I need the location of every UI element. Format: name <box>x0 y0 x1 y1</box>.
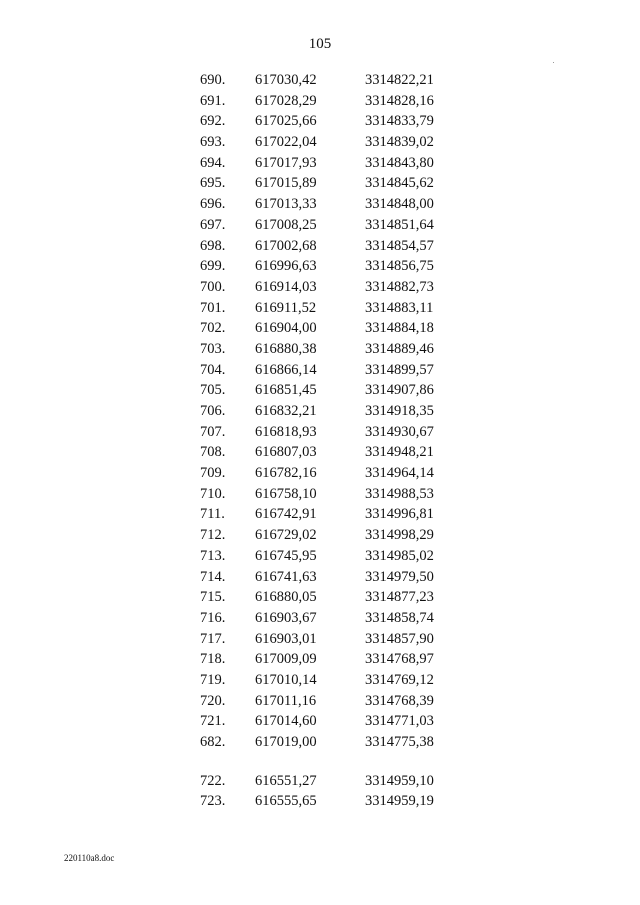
point-number: 718. <box>200 651 226 668</box>
coordinate-y: 3314843,80 <box>365 154 434 171</box>
table-row <box>200 173 485 194</box>
coordinate-x: 616880,05 <box>255 589 317 606</box>
table-row <box>200 215 485 236</box>
coordinate-y: 3314959,19 <box>365 793 434 810</box>
coordinate-x: 617030,42 <box>255 72 317 88</box>
coordinate-x: 616904,00 <box>255 320 317 337</box>
table-row <box>200 771 485 792</box>
coordinate-y: 3314979,50 <box>365 568 434 585</box>
table-row <box>200 587 485 608</box>
table-row <box>200 442 485 463</box>
coordinate-x: 616911,52 <box>255 299 317 316</box>
coordinate-x: 617015,89 <box>255 175 317 192</box>
coordinate-x: 616818,93 <box>255 423 317 440</box>
coordinate-x: 617013,33 <box>255 196 317 213</box>
coordinate-y: 3314845,62 <box>365 175 434 192</box>
point-number: 709. <box>200 465 226 482</box>
table-row <box>200 194 485 215</box>
scan-mark <box>553 62 554 63</box>
table-row <box>200 504 485 525</box>
coordinate-y: 3314769,12 <box>365 671 434 688</box>
coordinate-y: 3314848,00 <box>365 196 434 213</box>
point-number: 702. <box>200 320 226 337</box>
coordinate-y: 3314918,35 <box>365 403 434 419</box>
coordinate-y: 3314768,97 <box>365 651 434 668</box>
point-number: 717. <box>200 630 226 647</box>
table-row <box>200 463 485 484</box>
coordinate-x: 617010,14 <box>255 671 317 688</box>
coordinate-y: 3314856,75 <box>365 258 434 275</box>
coordinate-x: 617002,68 <box>255 237 317 254</box>
table-row <box>200 132 485 153</box>
point-number: 692. <box>200 113 226 130</box>
point-number: 722. <box>200 772 226 789</box>
point-number: 706. <box>200 403 226 419</box>
point-number: 690. <box>200 72 226 88</box>
coordinate-y: 3314775,38 <box>365 734 434 750</box>
coordinate-y: 3314959,10 <box>365 772 434 789</box>
coordinate-x: 616996,63 <box>255 258 317 275</box>
point-number: 691. <box>200 92 226 109</box>
table-row <box>200 91 485 112</box>
coordinate-x: 617022,04 <box>255 134 317 151</box>
coordinate-x: 616551,27 <box>255 772 317 789</box>
point-number: 707. <box>200 423 226 440</box>
table-row <box>200 111 485 132</box>
coordinate-y: 3314877,23 <box>365 589 434 606</box>
coordinate-y: 3314899,57 <box>365 361 434 378</box>
point-number: 696. <box>200 196 226 213</box>
coordinate-y: 3314883,11 <box>365 299 434 316</box>
coordinate-x: 617017,93 <box>255 154 317 171</box>
table-row <box>200 422 485 443</box>
coordinate-y: 3314964,14 <box>365 465 434 482</box>
table-row <box>200 256 485 277</box>
table-row <box>200 629 485 650</box>
point-number: 710. <box>200 485 226 502</box>
coordinate-x: 617028,29 <box>255 92 317 109</box>
coordinate-y: 3314988,53 <box>365 485 434 502</box>
coordinate-x: 616832,21 <box>255 403 317 419</box>
table-row <box>200 608 485 629</box>
table-row <box>200 70 485 91</box>
coordinate-x: 616729,02 <box>255 527 317 544</box>
coordinate-y: 3314851,64 <box>365 216 434 233</box>
coordinate-y: 3314882,73 <box>365 278 434 295</box>
coordinate-y: 3314930,67 <box>365 423 434 440</box>
coordinate-y: 3314768,39 <box>365 692 434 709</box>
table-row <box>200 670 485 691</box>
point-number: 698. <box>200 237 226 254</box>
coordinate-x: 616807,03 <box>255 444 317 461</box>
point-number: 703. <box>200 340 226 357</box>
point-number: 719. <box>200 671 226 688</box>
coordinate-y: 3314857,90 <box>365 630 434 647</box>
table-row <box>200 732 485 753</box>
coordinate-table <box>200 70 485 812</box>
table-row <box>200 525 485 546</box>
point-number: 682. <box>200 734 226 750</box>
coordinate-y: 3314884,18 <box>365 320 434 337</box>
point-number: 713. <box>200 547 226 564</box>
coordinate-y: 3314854,57 <box>365 237 434 254</box>
coordinate-x: 617008,25 <box>255 216 317 233</box>
point-number: 699. <box>200 258 226 275</box>
table-row <box>200 380 485 401</box>
coordinate-x: 616741,63 <box>255 568 317 585</box>
coordinate-y: 3314839,02 <box>365 134 434 151</box>
point-number: 711. <box>200 506 225 523</box>
point-number: 720. <box>200 692 226 709</box>
table-row <box>200 791 485 812</box>
coordinate-x: 616903,67 <box>255 609 317 626</box>
table-row <box>200 360 485 381</box>
table-row <box>200 153 485 174</box>
coordinate-x: 616914,03 <box>255 278 317 295</box>
table-row <box>200 277 485 298</box>
coordinate-y: 3314996,81 <box>365 506 434 523</box>
coordinate-x: 616866,14 <box>255 361 317 378</box>
coordinate-x: 616782,16 <box>255 465 317 482</box>
coordinate-x: 617014,60 <box>255 713 317 730</box>
coordinate-x: 616880,38 <box>255 340 317 357</box>
coordinate-x: 616555,65 <box>255 793 317 810</box>
table-row <box>200 546 485 567</box>
coordinate-y: 3314858,74 <box>365 609 434 626</box>
coordinate-y: 3314907,86 <box>365 382 434 399</box>
point-number: 723. <box>200 793 226 810</box>
coordinate-x: 617019,00 <box>255 734 317 750</box>
point-number: 705. <box>200 382 226 399</box>
coordinate-x: 617011,16 <box>255 692 317 709</box>
table-row <box>200 649 485 670</box>
table-row <box>200 236 485 257</box>
table-row <box>200 318 485 339</box>
coordinate-y: 3314985,02 <box>365 547 434 564</box>
point-number: 694. <box>200 154 226 171</box>
point-number: 695. <box>200 175 226 192</box>
point-number: 715. <box>200 589 226 606</box>
coordinate-x: 616745,95 <box>255 547 317 564</box>
coordinate-y: 3314833,79 <box>365 113 434 130</box>
table-row <box>200 401 485 422</box>
coordinate-y: 3314828,16 <box>365 92 434 109</box>
table-row <box>200 567 485 588</box>
point-number: 697. <box>200 216 226 233</box>
coordinate-y: 3314771,03 <box>365 713 434 730</box>
page-number: 105 <box>308 36 332 52</box>
coordinate-x: 616851,45 <box>255 382 317 399</box>
coordinate-x: 617009,09 <box>255 651 317 668</box>
point-number: 693. <box>200 134 226 151</box>
footer-filename: 220110a8.doc <box>64 853 115 863</box>
table-row <box>200 339 485 360</box>
coordinate-y: 3314948,21 <box>365 444 434 461</box>
table-row <box>200 691 485 712</box>
point-number: 714. <box>200 568 226 585</box>
coordinate-x: 616742,91 <box>255 506 317 523</box>
point-number: 701. <box>200 299 226 316</box>
table-row <box>200 711 485 732</box>
point-number: 721. <box>200 713 226 730</box>
point-number: 704. <box>200 361 226 378</box>
coordinate-y: 3314889,46 <box>365 340 434 357</box>
point-number: 716. <box>200 609 226 626</box>
coordinate-x: 616758,10 <box>255 485 317 502</box>
table-row <box>200 484 485 505</box>
coordinate-x: 617025,66 <box>255 113 317 130</box>
table-row <box>200 298 485 319</box>
point-number: 700. <box>200 278 226 295</box>
coordinate-y: 3314822,21 <box>365 72 434 88</box>
point-number: 708. <box>200 444 226 461</box>
coordinate-x: 616903,01 <box>255 630 317 647</box>
point-number: 712. <box>200 527 226 544</box>
coordinate-y: 3314998,29 <box>365 527 434 544</box>
